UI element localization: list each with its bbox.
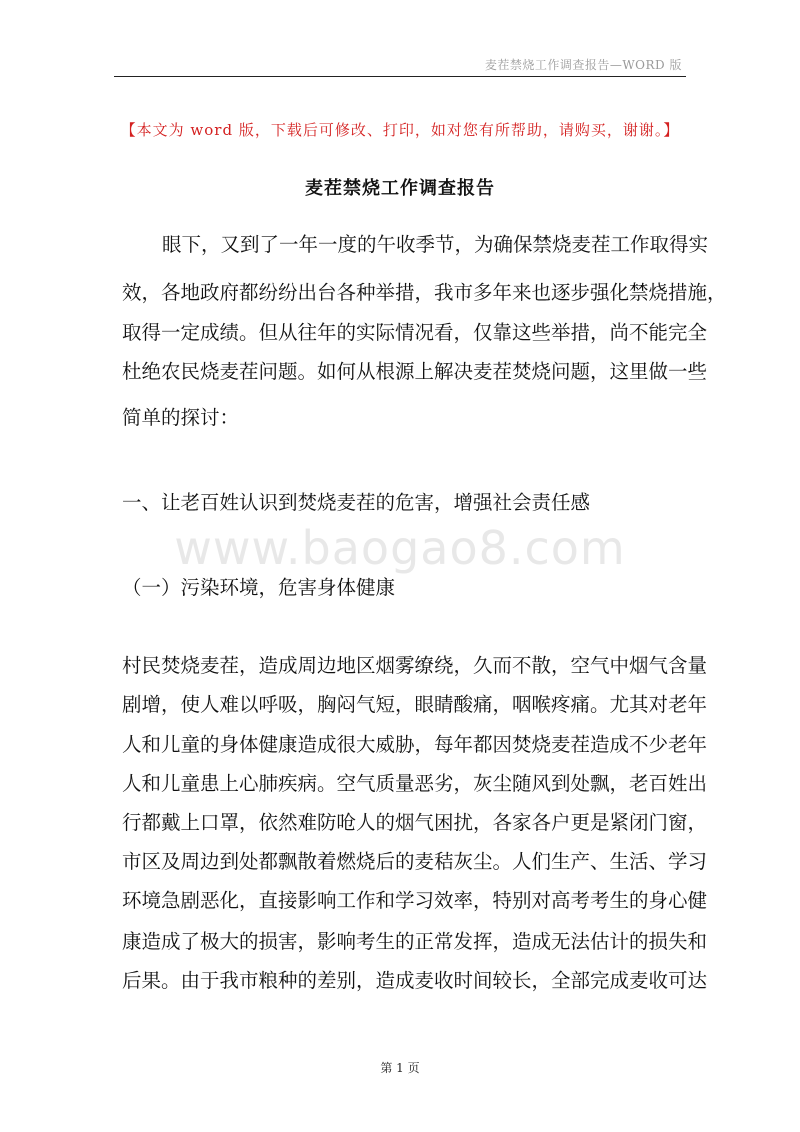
page-number: 第 1 页 [380,1061,420,1075]
body-line: 市区及周边到处都飘散着燃烧后的麦秸灰尘。人们生产、生活、学习 [122,850,708,873]
running-header: 麦茬禁烧工作调查报告—WORD 版 [484,58,682,72]
body-line: 行都戴上口罩，依然难防呛人的烟气困扰，各家各户更是紧闭门窗， [122,811,708,834]
intro-line: 取得一定成绩。但从往年的实际情况看，仅靠这些举措，尚不能完全 [122,321,708,344]
body-line: 环境急剧恶化，直接影响工作和学习效率，特别对高考考生的身心健 [122,889,708,912]
body-line: 人和儿童的身体健康造成很大威胁，每年都因焚烧麦茬造成不少老年 [122,733,708,756]
section-heading: 一、让老百姓认识到焚烧麦茬的危害，增强社会责任感 [122,491,591,514]
document-title: 麦茬禁烧工作调查报告 [305,178,495,199]
intro-line: 杜绝农民烧麦茬问题。如何从根源上解决麦茬焚烧问题，这里做一些 [122,360,708,383]
body-line: 康造成了极大的损害，影响考生的正常发挥，造成无法估计的损失和 [122,930,708,953]
body-line: 人和儿童患上心肺疾病。空气质量恶劣，灰尘随风到处飘，老百姓出 [122,772,708,795]
intro-line: 眼下，又到了一年一度的午收季节，为确保禁烧麦茬工作取得实 [162,233,709,256]
body-line: 村民焚烧麦茬，造成周边地区烟雾缭绕，久而不散，空气中烟气含量 [122,654,708,677]
body-line: 剧增，使人难以呼吸，胸闷气短，眼睛酸痛，咽喉疼痛。尤其对老年 [122,693,708,716]
header-divider [114,76,686,77]
intro-line: 简单的探讨： [122,406,240,429]
subsection-heading: （一）污染环境，危害身体健康 [122,576,396,599]
purchase-notice: 【本文为 word 版，下载后可修改、打印，如对您有所帮助，请购买，谢谢。】 [120,121,680,139]
intro-line: 效，各地政府都纷纷出台各种举措，我市多年来也逐步强化禁烧措施， [122,281,727,304]
site-watermark: www.baogao8.com [174,521,626,575]
body-line: 后果。由于我市粮种的差别，造成麦收时间较长，全部完成麦收可达 [122,969,708,992]
